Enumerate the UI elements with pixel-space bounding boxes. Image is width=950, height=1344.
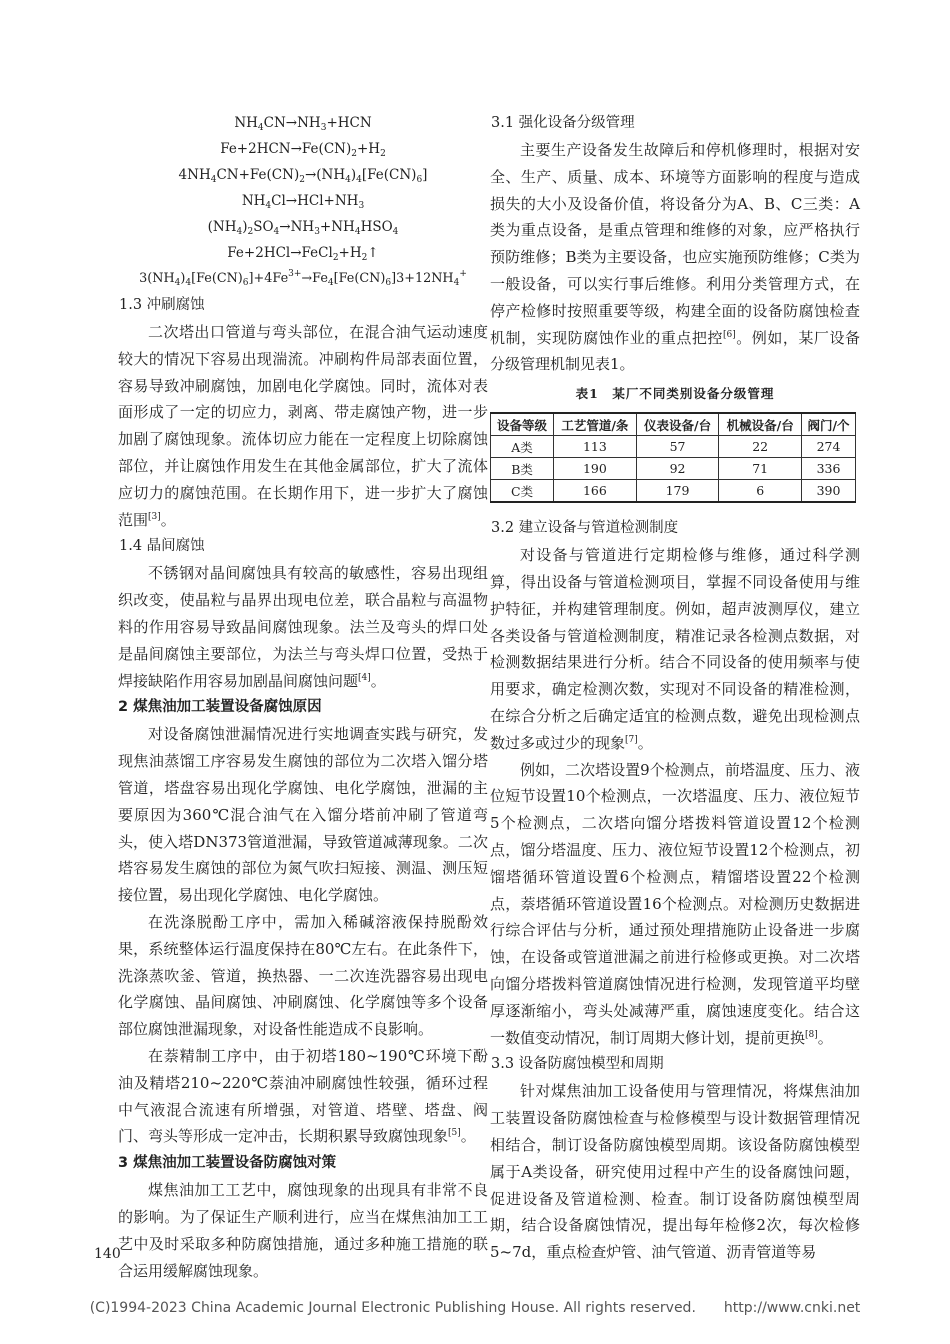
table-header-cell: 阀门/个 (802, 413, 856, 436)
table-1 (490, 412, 856, 503)
table-cell: 166 (554, 480, 637, 503)
equation-4: $NH_4Cl\to HCl+NH_3$ (241, 193, 365, 211)
section-3-1-paragraph: 主要生产设备发生故障后和停机修理时，根据对安全、生产、质量、成本、环境等方面影响的程度与造成损失的大小及设备价值，将设备分为A、B、C三类：A类为重点设备，是重点管理和维修的对象，应严格执行预防维修；B类为主要设备，也应实施预防维修；C类为一般设备，可以实行事后维修。利用分类管理方式，在停产检修时按照重要等级，构建全面的设备防腐蚀检查机制，实现防腐蚀作业的重点把控[6]。例如，某厂设备分级管理机制见表1。 (490, 141, 860, 374)
citation: [4] (358, 672, 371, 683)
table-cell: 390 (802, 480, 856, 503)
section-3-paragraph: 煤焦油加工工艺中，腐蚀现象的出现具有非常不良的影响。为了保证生产顺利进行，应当在煤焦油加工工艺中及时采取多种防腐蚀措施，通过多种施工措施的联合运用缓解腐蚀现象。 (118, 1181, 488, 1280)
table-header-cell: 工艺管道/条 (554, 413, 637, 436)
section-3-2-paragraph-1: 对设备与管道进行定期检修与维修，通过科学测算，得出设备与管道检测项目，掌握不同设备使用与维护特征，并构建管理制度。例如，超声波测厚仪，建立各类设备与管道检测制度，精准记录各检测点数据，对检测数据结果进行分析。结合不同设备的使用频率与使用要求，确定检测次数，实现对不同设备的精准检测，在综合分析之后确定适宜的检测点数，避免出现检测点数过多或过少的现象[7]。 (490, 546, 860, 752)
citation: [3] (148, 511, 161, 522)
table-cell: 336 (802, 458, 856, 480)
table-header-row (491, 413, 856, 436)
section-2-paragraph-3: 在萘精制工序中，由于初塔180~190℃环境下酚油及精塔210~220℃萘油冲刷腐蚀性较强，循环过程中气液混合流速有所增强，对管道、塔壁、塔盘、阀门、弯头等形成一定冲击，长期积累导致腐蚀现象[5]。 (118, 1046, 488, 1146)
section-2-paragraph-1: 对设备腐蚀泄漏情况进行实地调查实践与研究，发现焦油蒸馏工序容易发生腐蚀的部位为二次塔入馏分塔管道，塔盘容易出现化学腐蚀、电化学腐蚀，泄漏的主要原因为360℃混合油气在入馏分塔前冲刷了管道弯头，使入塔DN373管道泄漏，导致管道减薄现象。二次塔容易发生腐蚀的部位为氮气吹扫短接、测温、测压短接位置，易出现化学腐蚀、电化学腐蚀。 (118, 725, 488, 905)
citation: [6] (722, 329, 736, 340)
equation-6: $Fe+2HCl\to FeCl_2+H_2↑$ (227, 245, 379, 263)
left-column (118, 110, 488, 1284)
table-1-caption: 表1 某厂不同类别设备分级管理 (575, 386, 775, 402)
citation: [7] (625, 734, 638, 745)
table-row (491, 458, 856, 480)
section-3-3-heading: 3.3 设备防腐蚀模型和周期 (491, 1056, 664, 1073)
equation-7: $3(NH_4)_4[Fe(CN)_6]+4Fe^{3+}\to Fe_4[Fe(CN)_6]3+12NH_4^+$ (139, 269, 467, 288)
section-1-4-paragraph: 不锈钢对晶间腐蚀具有较高的敏感性，容易出现组织改变，使晶粒与晶界出现电位差，联合晶粒与高温物料的作用容易导致晶间腐蚀现象。法兰及弯头的焊口处是晶间腐蚀主要部位，为法兰与弯头焊口位置，受热于焊接缺陷作用容易加剧晶间腐蚀问题[4]。 (118, 564, 488, 690)
equation-5: $(NH_4)_2SO_4\to NH_3+NH_4HSO_4$ (207, 219, 399, 237)
table-row (491, 480, 856, 503)
table-header-cell: 机械设备/台 (719, 413, 802, 436)
copyright-footer: (C)1994-2023 China Academic Journal Electronic Publishing House. All rights reserved. http://www.cnki.net (89, 1300, 861, 1316)
table-cell: 92 (636, 458, 719, 480)
table-cell: C类 (491, 480, 554, 503)
section-2-heading: 2 煤焦油加工装置设备腐蚀原因 (118, 699, 322, 716)
citation: [8] (805, 1029, 818, 1040)
section-3-2-paragraph-2: 例如，二次塔设置9个检测点，前塔温度、压力、液位短节设置10个检测点，一次塔温度、压力、液位短节5个检测点，二次塔向馏分塔拨料管道设置12个检测点，馏分塔温度、压力、液位短节设置12个检测点，初馏塔循环管道设置6个检测点，精馏塔设置22个检测点，萘塔循环管道设置16个检测点。对检测历史数据进行综合评估与分析，通过预处理措施防止设备进一步腐蚀，在设备或管道泄漏之前进行检修或更换。对二次塔向馏分塔拨料管道腐蚀情况进行检测，发现管道平均壁厚逐渐缩小，弯头处减薄严重，腐蚀速度变化。结合这一数值变动情况，制订周期大修计划，提前更换[8]。 (490, 760, 860, 1047)
table-cell: 22 (719, 436, 802, 458)
table-cell: 113 (554, 436, 637, 458)
table-cell: 6 (719, 480, 802, 503)
table-cell: 179 (636, 480, 719, 503)
table-cell: B类 (491, 458, 554, 480)
equation-1: $NH_4CN\to NH_3+HCN$ (234, 115, 372, 133)
table-row (491, 436, 856, 458)
section-1-3-heading: 1.3 冲刷腐蚀 (119, 297, 205, 313)
table-cell: 71 (719, 458, 802, 480)
section-3-heading: 3 煤焦油加工装置设备防腐蚀对策 (118, 1155, 337, 1172)
citation: [5] (448, 1128, 461, 1139)
table-cell: 274 (802, 436, 856, 458)
table-cell: A类 (491, 436, 554, 458)
page-number: 140 (94, 1246, 121, 1262)
table-cell: 57 (636, 436, 719, 458)
section-3-2-heading: 3.2 建立设备与管道检测制度 (491, 520, 679, 537)
table-header-cell: 设备等级 (491, 413, 554, 436)
equation-3: $4NH_4CN+Fe(CN)_2\to(NH_4)_4[Fe(CN)_6]$ (178, 167, 428, 185)
section-3-3-paragraph: 针对煤焦油加工设备使用与管理情况，将煤焦油加工装置设备防腐蚀检查与检修模型与设计数据管理情况相结合，制订设备防腐蚀模型周期。该设备防腐蚀模型属于A类设备，研究使用过程中产生的设备腐蚀问题，促进设备及管道检测、检查。制订设备防腐蚀模型周期，结合设备腐蚀情况，提出每年检修2次，每次检修5~7d，重点检查炉管、油气管道、沥青管道等易 (490, 1082, 860, 1262)
section-1-3-paragraph: 二次塔出口管道与弯头部位，在混合油气运动速度较大的情况下容易出现湍流。冲刷构件局部表面位置，容易导致冲刷腐蚀，加剧电化学腐蚀。同时，流体对表面形成了一定的切应力，剥离、带走腐蚀产物，进一步加剧了腐蚀现象。流体切应力能在一定程度上切除腐蚀部位，并让腐蚀作用发生在其他金属部位，扩大了流体应切力的腐蚀范围。在长期作用下，进一步扩大了腐蚀范围[3]。 (118, 323, 488, 529)
table-header-cell: 仪表设备/台 (636, 413, 719, 436)
right-column (490, 110, 860, 1266)
equation-2: $Fe+2HCN\to Fe(CN)_2+H_2$ (220, 141, 386, 159)
table-cell: 190 (554, 458, 637, 480)
section-1-4-heading: 1.4 晶间腐蚀 (119, 538, 205, 555)
section-2-paragraph-2: 在洗涤脱酚工序中，需加入稀碱溶液保持脱酚效果，系统整体运行温度保持在80℃左右。在此条件下，洗涤蒸吹釜、管道，换热器、一二次连洗器容易出现电化学腐蚀、晶间腐蚀、冲刷腐蚀、化学腐蚀等多个设备部位腐蚀泄漏现象，对设备性能造成不良影响。 (118, 912, 488, 1039)
section-3-1-heading: 3.1 强化设备分级管理 (491, 115, 635, 131)
